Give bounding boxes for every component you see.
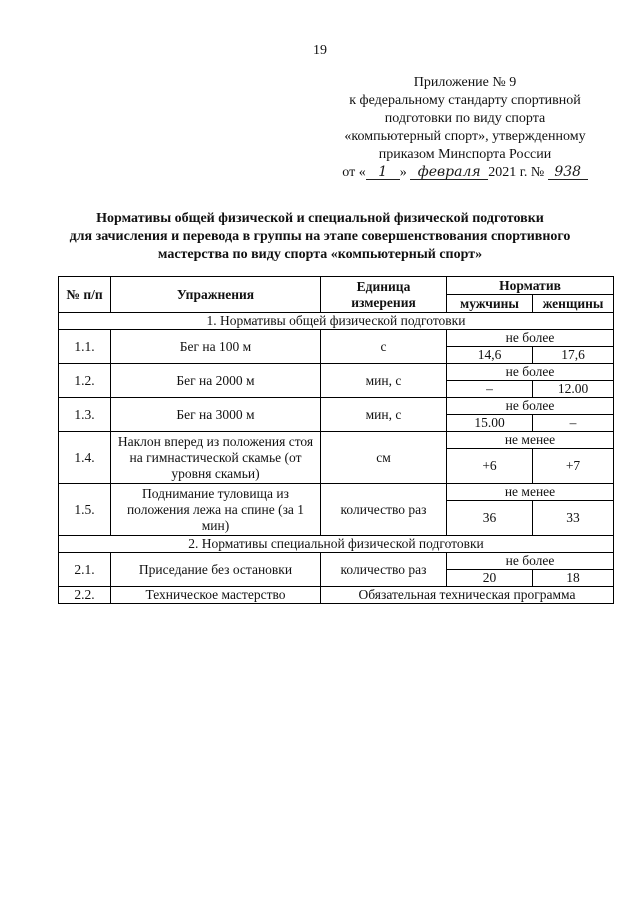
row-men-value: – — [447, 381, 533, 398]
row-condition: не менее — [447, 484, 614, 501]
appendix-line: к федеральному стандарту спортивной — [349, 93, 581, 108]
row-women-value: 18 — [533, 570, 614, 587]
row-unit: количество раз — [321, 553, 447, 587]
row-exercise: Приседание без остановки — [111, 553, 321, 587]
row-men-value: 20 — [447, 570, 533, 587]
row-num: 2.1. — [59, 553, 111, 587]
heading-line: для зачисления и перевода в группы на этапе совершенствования спортивного — [69, 229, 571, 244]
row-unit: с — [321, 330, 447, 364]
row-exercise: Наклон вперед из положения стоя на гимнастической скамье (от уровня скамьи) — [111, 432, 321, 484]
section-heading: 1. Нормативы общей физической подготовки — [59, 313, 614, 330]
page-number: 19 — [313, 43, 327, 58]
row-unit: мин, с — [321, 398, 447, 432]
row-condition: не менее — [447, 432, 614, 449]
row-unit: количество раз — [321, 484, 447, 536]
table-row — [59, 364, 614, 381]
handwritten-day: 1 — [366, 165, 400, 180]
row-num: 1.4. — [59, 432, 111, 484]
row-exercise: Бег на 2000 м — [111, 364, 321, 398]
row-men-value: +6 — [447, 449, 533, 484]
header-unit: Единица измерения — [321, 277, 447, 313]
row-women-value: 12.00 — [533, 381, 614, 398]
row-condition: не более — [447, 364, 614, 381]
row-condition: не более — [447, 553, 614, 570]
row-unit: см — [321, 432, 447, 484]
row-condition: не более — [447, 398, 614, 415]
table-row — [59, 587, 614, 604]
header-norm: Норматив — [447, 277, 614, 295]
row-men-value: 36 — [447, 501, 533, 536]
row-exercise: Бег на 100 м — [111, 330, 321, 364]
header-women: женщины — [533, 295, 614, 313]
section-heading: 2. Нормативы специальной физической подготовки — [59, 536, 614, 553]
document-heading — [20, 210, 620, 264]
table-row — [59, 553, 614, 570]
appendix-line: подготовки по виду спорта — [384, 111, 546, 126]
row-exercise: Бег на 3000 м — [111, 398, 321, 432]
row-women-value: 33 — [533, 501, 614, 536]
row-num: 1.1. — [59, 330, 111, 364]
date-year: 2021 г. № — [488, 165, 545, 180]
appendix-block — [300, 74, 630, 182]
header-num: № п/п — [59, 277, 111, 313]
row-program: Обязательная техническая программа — [321, 587, 614, 604]
appendix-title: Приложение № 9 — [413, 75, 517, 90]
table-row — [59, 330, 614, 347]
table-row — [59, 432, 614, 449]
row-num: 2.2. — [59, 587, 111, 604]
heading-line: Нормативы общей физической и специальной физической подготовки — [96, 211, 544, 226]
norms-table — [58, 276, 614, 604]
table-row — [59, 484, 614, 501]
row-exercise: Поднимание туловища из положения лежа на спине (за 1 мин) — [111, 484, 321, 536]
row-unit: мин, с — [321, 364, 447, 398]
row-men-value: 14,6 — [447, 347, 533, 364]
appendix-line: приказом Минспорта России — [378, 147, 552, 162]
header-exercise: Упражнения — [111, 277, 321, 313]
handwritten-month: февраля — [410, 165, 488, 180]
row-women-value: – — [533, 415, 614, 432]
heading-line: мастерства по виду спорта «компьютерный спорт» — [157, 247, 483, 262]
row-exercise: Техническое мастерство — [111, 587, 321, 604]
row-num: 1.2. — [59, 364, 111, 398]
row-women-value: +7 — [533, 449, 614, 484]
appendix-line: «компьютерный спорт», утвержденному — [344, 129, 586, 144]
row-women-value: 17,6 — [533, 347, 614, 364]
handwritten-order-number: 938 — [548, 165, 588, 180]
date-prefix: от « — [342, 165, 366, 180]
row-num: 1.3. — [59, 398, 111, 432]
table-row — [59, 398, 614, 415]
date-mid: » — [399, 165, 407, 180]
row-num: 1.5. — [59, 484, 111, 536]
order-date-line — [300, 164, 630, 182]
header-men: мужчины — [447, 295, 533, 313]
row-men-value: 15.00 — [447, 415, 533, 432]
row-condition: не более — [447, 330, 614, 347]
